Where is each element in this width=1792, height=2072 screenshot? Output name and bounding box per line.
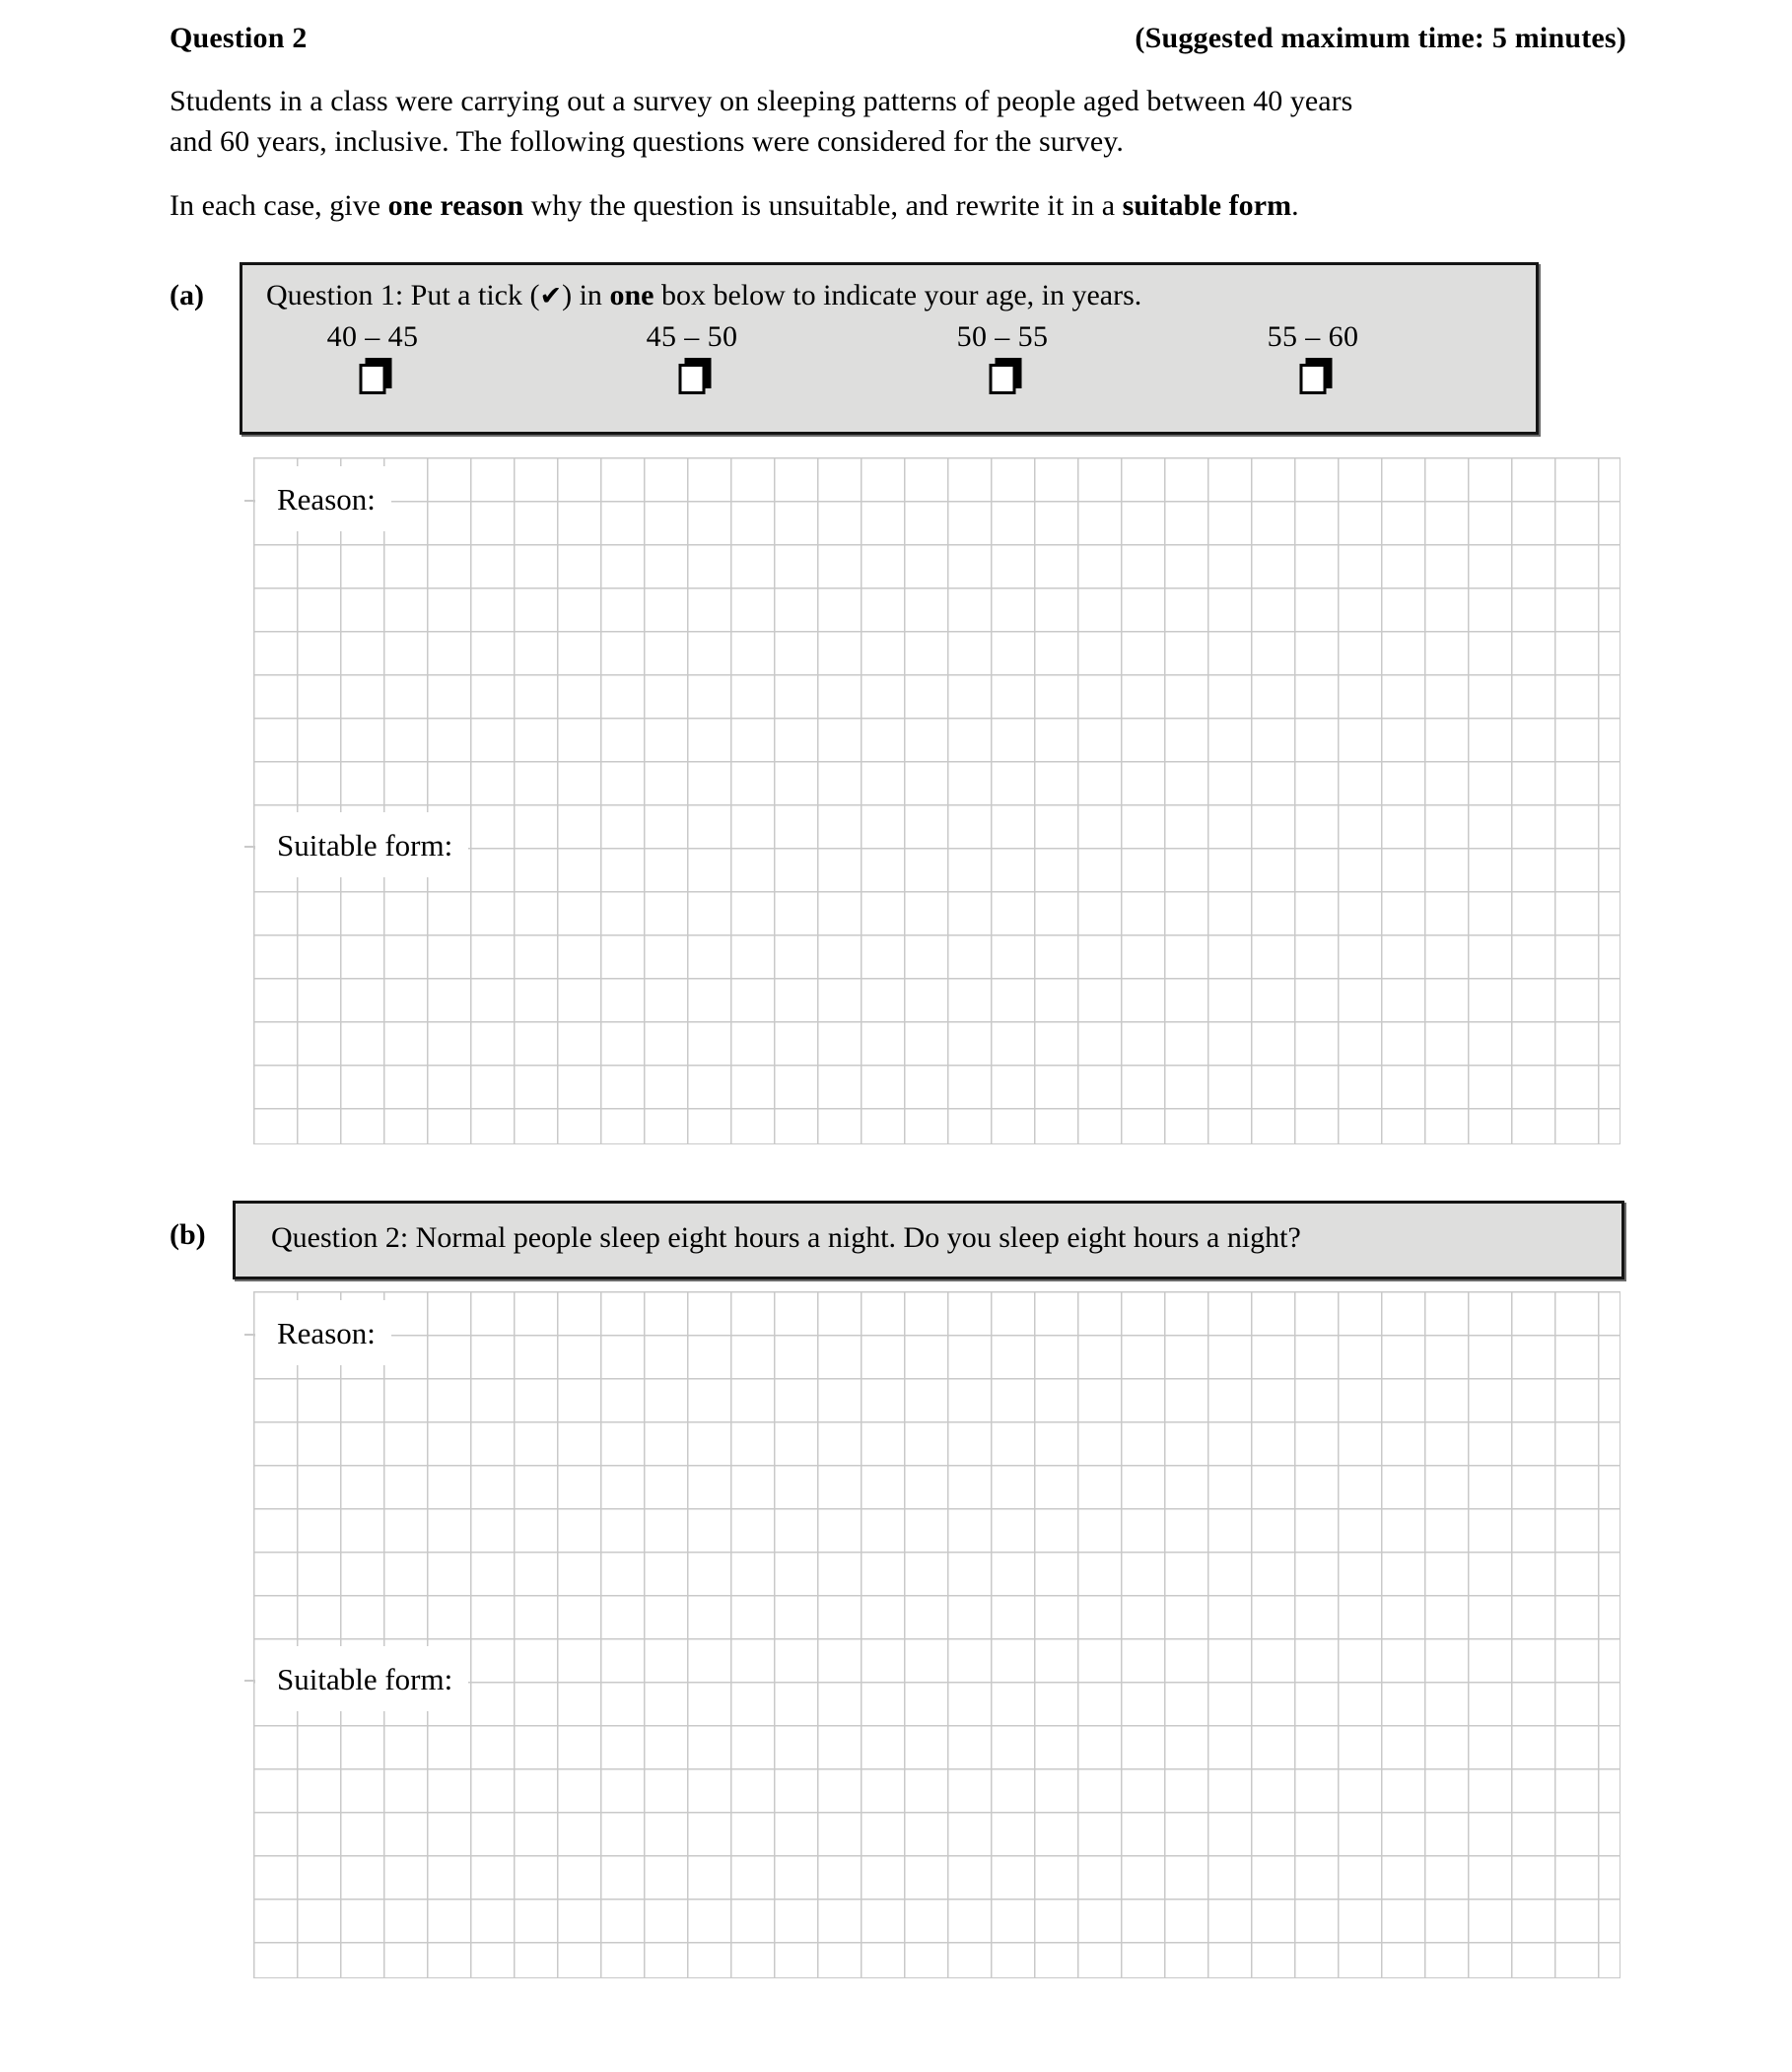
age-option-label: 55 – 60 [1267, 320, 1359, 353]
suitable-form-label-a: Suitable form: [255, 812, 468, 877]
age-option-40-45[interactable] [284, 320, 461, 407]
intro-line-1: Students in a class were carrying out a survey on sleeping patterns of people aged between 40 years [170, 85, 1353, 117]
age-option-55-60[interactable] [1224, 320, 1402, 407]
page-header [170, 22, 1626, 55]
part-label-a: (a) [170, 279, 204, 311]
answer-grid-part-a[interactable] [253, 457, 1620, 1144]
age-option-checkbox-wrapper[interactable] [603, 364, 781, 407]
instruction-end: . [1291, 189, 1299, 222]
instruction-paragraph [170, 185, 1628, 226]
tick-box-face[interactable] [360, 364, 386, 394]
age-option-50-55[interactable] [914, 320, 1091, 407]
reason-label-a: Reason: [255, 466, 391, 531]
tick-box-icon[interactable] [360, 364, 386, 394]
age-option-checkbox-wrapper[interactable] [284, 364, 461, 407]
age-option-checkbox-wrapper[interactable] [1224, 364, 1402, 407]
age-option-label: 50 – 55 [956, 320, 1049, 353]
age-option-45-50[interactable] [603, 320, 781, 407]
question-2-box [233, 1201, 1624, 1279]
tick-box-icon[interactable] [1300, 364, 1327, 394]
reason-label-b: Reason: [255, 1300, 391, 1365]
page-title: Question 2 [170, 22, 308, 54]
age-option-checkbox-wrapper[interactable] [914, 364, 1091, 407]
intro-paragraph [170, 81, 1628, 162]
question-1-text-middle: ) in [562, 279, 610, 311]
question-2-text: Question 2: Normal people sleep eight hours a night. Do you sleep eight hours a night? [271, 1221, 1301, 1254]
instruction-middle: why the question is unsuitable, and rewrite it in a [523, 189, 1123, 222]
instruction-emphasis-suitable-form: suitable form [1122, 189, 1292, 222]
suitable-form-label-b: Suitable form: [255, 1646, 468, 1711]
question-1-box [240, 262, 1539, 435]
tick-box-face[interactable] [1300, 364, 1327, 394]
tick-box-face[interactable] [679, 364, 706, 394]
suggested-time-note: (Suggested maximum time: 5 minutes) [1135, 22, 1626, 54]
answer-grid-part-b[interactable] [253, 1291, 1620, 1978]
question-1-text-prefix: Question 1: Put a tick ( [266, 279, 540, 311]
age-option-label: 45 – 50 [646, 320, 738, 353]
instruction-prefix: In each case, give [170, 189, 388, 222]
age-options-row [242, 320, 1536, 434]
tick-box-icon[interactable] [990, 364, 1016, 394]
check-mark-icon: ✔ [539, 281, 563, 311]
question-1-emphasis-one: one [609, 279, 655, 311]
question-1-text [266, 279, 1141, 312]
tick-box-icon[interactable] [679, 364, 706, 394]
part-label-b: (b) [170, 1218, 206, 1251]
instruction-emphasis-one-reason: one reason [387, 189, 524, 222]
tick-box-face[interactable] [990, 364, 1016, 394]
age-option-label: 40 – 45 [326, 320, 419, 353]
question-1-text-end: box below to indicate your age, in years. [654, 279, 1142, 311]
intro-line-2: and 60 years, inclusive. The following questions were considered for the survey. [170, 125, 1124, 158]
